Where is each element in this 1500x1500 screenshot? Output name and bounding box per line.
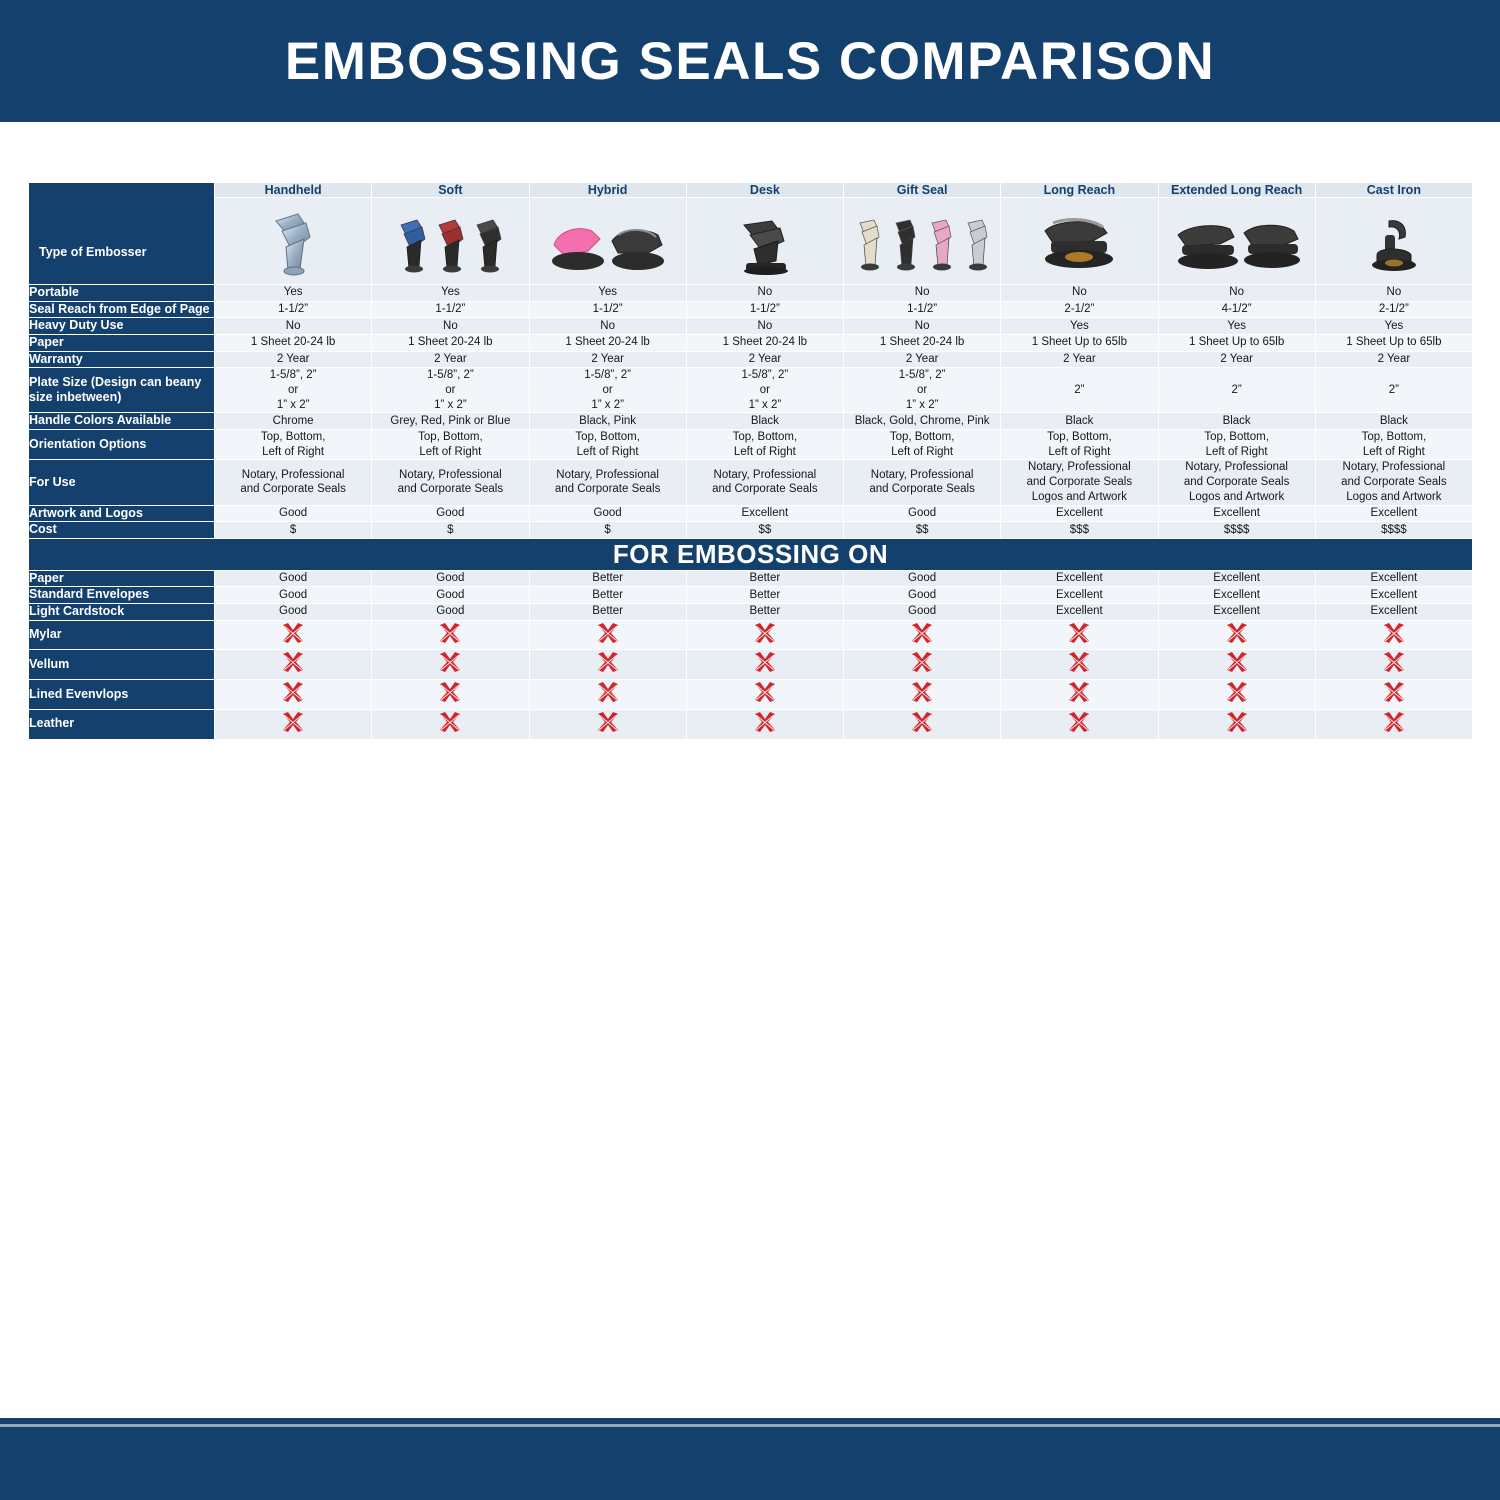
table-cell (215, 709, 372, 739)
table-row (29, 620, 1473, 650)
x-mark-icon (1067, 621, 1091, 645)
row-label-orientation-options: Orientation Options (29, 429, 215, 459)
x-mark-icon (438, 621, 462, 645)
table-cell (529, 680, 686, 710)
table-cell (1001, 709, 1158, 739)
table-cell: 1-1/2” (372, 301, 529, 318)
embosser-image-cell (1001, 198, 1158, 285)
table-cell: 1-1/2” (686, 301, 843, 318)
column-header-cast-iron: Cast Iron (1315, 183, 1472, 198)
table-cell: No (1315, 285, 1472, 302)
x-mark-icon (910, 710, 934, 734)
table-cell: 1-5/8”, 2” or 1” x 2” (215, 368, 372, 413)
table-cell: Notary, Professional and Corporate Seals (844, 460, 1001, 505)
page-footer (0, 1414, 1500, 1500)
table-cell: Black (1315, 413, 1472, 430)
table-cell: Good (372, 587, 529, 604)
table-cell: Black (1001, 413, 1158, 430)
embosser-image-cell (686, 198, 843, 285)
table-cell: Notary, Professional and Corporate Seals (529, 460, 686, 505)
table-cell: Excellent (1158, 604, 1315, 621)
row-label-artwork-and-logos: Artwork and Logos (29, 505, 215, 522)
table-cell: Better (529, 587, 686, 604)
page-title: EMBOSSING SEALS COMPARISON (284, 31, 1216, 91)
table-cell: Excellent (1315, 587, 1472, 604)
table-cell: 2 Year (844, 351, 1001, 368)
column-header-soft: Soft (372, 183, 529, 198)
embosser-image-cell (1158, 198, 1315, 285)
table-cell: No (1158, 285, 1315, 302)
table-cell (1315, 620, 1472, 650)
table-cell (1315, 650, 1472, 680)
table-row (29, 570, 1473, 587)
table-cell: Better (686, 604, 843, 621)
table-cell (372, 680, 529, 710)
table-cell (215, 650, 372, 680)
table-cell: No (372, 318, 529, 335)
table-cell: 2 Year (1315, 351, 1472, 368)
table-cell: Yes (215, 285, 372, 302)
table-cell: 1 Sheet Up to 65lb (1001, 334, 1158, 351)
table-cell: 1-1/2” (844, 301, 1001, 318)
table-cell (1158, 680, 1315, 710)
table-cell: Excellent (1158, 587, 1315, 604)
table-cell (1001, 680, 1158, 710)
table-cell: Yes (1158, 318, 1315, 335)
table-cell: Notary, Professional and Corporate Seals Logos and Artwork (1001, 460, 1158, 505)
row-label-warranty: Warranty (29, 351, 215, 368)
table-cell: 2” (1315, 368, 1472, 413)
row-label-light-cardstock: Light Cardstock (29, 604, 215, 621)
table-cell (372, 620, 529, 650)
table-cell: Excellent (1001, 604, 1158, 621)
table-row (29, 460, 1473, 505)
x-mark-icon (438, 680, 462, 704)
x-mark-icon (281, 650, 305, 674)
table-cell: 2 Year (215, 351, 372, 368)
table-cell: 2” (1158, 368, 1315, 413)
table-cell: Good (372, 604, 529, 621)
table-cell: $$$$ (1315, 522, 1472, 539)
table-cell: Top, Bottom, Left of Right (844, 429, 1001, 459)
table-cell: 2 Year (372, 351, 529, 368)
table-row (29, 413, 1473, 430)
table-cell (529, 620, 686, 650)
row-label-mylar: Mylar (29, 620, 215, 650)
x-mark-icon (438, 710, 462, 734)
embosser-image-cell (215, 198, 372, 285)
table-header-row (29, 183, 1473, 198)
cast-iron-embosser-icon (1363, 215, 1425, 277)
table-cell: Top, Bottom, Left of Right (1001, 429, 1158, 459)
table-row (29, 368, 1473, 413)
table-cell: $ (372, 522, 529, 539)
x-mark-icon (281, 680, 305, 704)
desk-embosser-icon (734, 215, 796, 277)
table-cell: Excellent (1158, 505, 1315, 522)
x-mark-icon (1225, 680, 1249, 704)
table-cell (372, 650, 529, 680)
x-mark-icon (910, 621, 934, 645)
row-label-cost: Cost (29, 522, 215, 539)
x-mark-icon (1382, 680, 1406, 704)
column-header-gift-seal: Gift Seal (844, 183, 1001, 198)
row-label-lined-evenvlops: Lined Evenvlops (29, 680, 215, 710)
table-cell: $ (529, 522, 686, 539)
table-cell: Notary, Professional and Corporate Seals Logos and Artwork (1315, 460, 1472, 505)
table-cell (1315, 709, 1472, 739)
table-cell (1315, 680, 1472, 710)
table-cell: Excellent (1001, 587, 1158, 604)
table-row (29, 650, 1473, 680)
table-cell: 1 Sheet 20-24 lb (844, 334, 1001, 351)
table-cell: Notary, Professional and Corporate Seals (372, 460, 529, 505)
table-cell: Notary, Professional and Corporate Seals (215, 460, 372, 505)
embosser-image-cell (1315, 198, 1472, 285)
x-mark-icon (1067, 680, 1091, 704)
row-label-paper: Paper (29, 570, 215, 587)
table-cell: $$$ (1001, 522, 1158, 539)
table-cell (686, 709, 843, 739)
table-cell: Grey, Red, Pink or Blue (372, 413, 529, 430)
table-row (29, 505, 1473, 522)
table-cell: 1 Sheet 20-24 lb (686, 334, 843, 351)
table-cell: Black (1158, 413, 1315, 430)
table-cell: Notary, Professional and Corporate Seals (686, 460, 843, 505)
table-cell: 1 Sheet 20-24 lb (215, 334, 372, 351)
table-cell: 2-1/2” (1315, 301, 1472, 318)
table-cell: No (686, 285, 843, 302)
table-row (29, 680, 1473, 710)
table-cell: 2 Year (1001, 351, 1158, 368)
table-cell (844, 650, 1001, 680)
table-cell: 2 Year (529, 351, 686, 368)
table-cell: 1-5/8”, 2” or 1” x 2” (844, 368, 1001, 413)
x-mark-icon (910, 650, 934, 674)
x-mark-icon (1225, 710, 1249, 734)
column-header-desk: Desk (686, 183, 843, 198)
table-row (29, 318, 1473, 335)
row-label-seal-reach-from-edge-of-page: Seal Reach from Edge of Page (29, 301, 215, 318)
table-cell: Black, Gold, Chrome, Pink (844, 413, 1001, 430)
table-cell (529, 709, 686, 739)
table-cell (1158, 620, 1315, 650)
table-cell (215, 680, 372, 710)
table-cell: 1 Sheet Up to 65lb (1315, 334, 1472, 351)
x-mark-icon (910, 680, 934, 704)
table-cell: Top, Bottom, Left of Right (686, 429, 843, 459)
table-cell (1158, 650, 1315, 680)
table-cell: $$ (686, 522, 843, 539)
table-cell: Top, Bottom, Left of Right (1315, 429, 1472, 459)
x-mark-icon (1382, 621, 1406, 645)
table-cell (529, 650, 686, 680)
table-cell (844, 620, 1001, 650)
embossing-seals-comparison-table (28, 182, 1473, 740)
x-mark-icon (1382, 650, 1406, 674)
row-label-heavy-duty-use: Heavy Duty Use (29, 318, 215, 335)
table-cell: 2 Year (1158, 351, 1315, 368)
x-mark-icon (1382, 710, 1406, 734)
table-cell (844, 680, 1001, 710)
table-cell (372, 709, 529, 739)
table-cell: Good (844, 604, 1001, 621)
x-mark-icon (1067, 710, 1091, 734)
table-cell: $$$$ (1158, 522, 1315, 539)
section-band-row (29, 538, 1473, 570)
table-cell: Good (215, 505, 372, 522)
table-cell: Excellent (1315, 505, 1472, 522)
x-mark-icon (596, 710, 620, 734)
table-cell: 2-1/2” (1001, 301, 1158, 318)
row-label-portable: Portable (29, 285, 215, 302)
x-mark-icon (281, 621, 305, 645)
table-cell: Black, Pink (529, 413, 686, 430)
table-cell: Good (844, 505, 1001, 522)
x-mark-icon (596, 621, 620, 645)
table-cell: 4-1/2” (1158, 301, 1315, 318)
x-mark-icon (596, 680, 620, 704)
table-cell: 2” (1001, 368, 1158, 413)
table-cell: Black (686, 413, 843, 430)
table-row (29, 709, 1473, 739)
soft-embosser-icon (372, 205, 528, 277)
table-cell: No (215, 318, 372, 335)
row-label-handle-colors-available: Handle Colors Available (29, 413, 215, 430)
table-cell: 2 Year (686, 351, 843, 368)
row-label-leather: Leather (29, 709, 215, 739)
column-header-hybrid: Hybrid (529, 183, 686, 198)
table-cell: Good (372, 570, 529, 587)
table-row (29, 285, 1473, 302)
table-cell: $ (215, 522, 372, 539)
row-label-plate-size-design-can-beany-size-inbetween: Plate Size (Design can beany size inbetween) (29, 368, 215, 413)
table-cell: Better (686, 587, 843, 604)
table-cell: No (529, 318, 686, 335)
x-mark-icon (1225, 650, 1249, 674)
x-mark-icon (438, 650, 462, 674)
table-row (29, 522, 1473, 539)
table-cell: 1-1/2” (215, 301, 372, 318)
table-cell (1158, 709, 1315, 739)
x-mark-icon (753, 680, 777, 704)
table-cell: 1 Sheet 20-24 lb (372, 334, 529, 351)
table-cell: Good (529, 505, 686, 522)
table-cell: 1-5/8”, 2” or 1” x 2” (686, 368, 843, 413)
table-cell (686, 620, 843, 650)
x-mark-icon (753, 621, 777, 645)
column-header-extended-long-reach: Extended Long Reach (1158, 183, 1315, 198)
table-cell: Better (529, 604, 686, 621)
table-cell: Excellent (1315, 604, 1472, 621)
table-cell: Excellent (686, 505, 843, 522)
embosser-image-cell (844, 198, 1001, 285)
x-mark-icon (753, 710, 777, 734)
table-cell: 1-5/8”, 2” or 1” x 2” (529, 368, 686, 413)
section-band-for-embossing-on: FOR EMBOSSING ON (29, 538, 1473, 570)
table-cell: No (686, 318, 843, 335)
x-mark-icon (753, 650, 777, 674)
table-cell (215, 620, 372, 650)
table-cell: Excellent (1001, 570, 1158, 587)
table-cell: Better (529, 570, 686, 587)
embosser-image-cell (529, 198, 686, 285)
table-cell: Good (215, 570, 372, 587)
column-header-handheld: Handheld (215, 183, 372, 198)
table-cell: Yes (1001, 318, 1158, 335)
row-label-for-use: For Use (29, 460, 215, 505)
table-cell: Top, Bottom, Left of Right (215, 429, 372, 459)
hybrid-embosser-icon (548, 221, 668, 277)
table-cell (686, 650, 843, 680)
embosser-image-row (29, 198, 1473, 285)
table-row (29, 429, 1473, 459)
table-cell: Better (686, 570, 843, 587)
row-label-paper: Paper (29, 334, 215, 351)
table-row (29, 334, 1473, 351)
x-mark-icon (1225, 621, 1249, 645)
extended-long-reach-embosser-icon (1172, 217, 1302, 277)
table-cell: Chrome (215, 413, 372, 430)
table-row (29, 604, 1473, 621)
table-row (29, 351, 1473, 368)
column-header-long-reach: Long Reach (1001, 183, 1158, 198)
table-row (29, 587, 1473, 604)
table-cell: Excellent (1158, 570, 1315, 587)
table-cell: Excellent (1001, 505, 1158, 522)
table-cell: Good (844, 587, 1001, 604)
table-cell: No (844, 318, 1001, 335)
handheld-embosser-icon (264, 211, 322, 277)
table-cell: Yes (1315, 318, 1472, 335)
table-cell (686, 680, 843, 710)
table-cell: 1 Sheet Up to 65lb (1158, 334, 1315, 351)
table-cell: Top, Bottom, Left of Right (529, 429, 686, 459)
footer-divider (0, 1424, 1500, 1427)
row-label-vellum: Vellum (29, 650, 215, 680)
x-mark-icon (1067, 650, 1091, 674)
table-cell (1001, 620, 1158, 650)
table-row (29, 301, 1473, 318)
table-cell: Good (844, 570, 1001, 587)
gift-seal-embosser-icon (844, 205, 1000, 277)
row-label-standard-envelopes: Standard Envelopes (29, 587, 215, 604)
table-cell: Top, Bottom, Left of Right (372, 429, 529, 459)
table-cell: 1-5/8”, 2” or 1” x 2” (372, 368, 529, 413)
table-cell (844, 709, 1001, 739)
x-mark-icon (281, 710, 305, 734)
table-cell: Good (215, 604, 372, 621)
table-cell: $$ (844, 522, 1001, 539)
table-cell: Top, Bottom, Left of Right (1158, 429, 1315, 459)
table-cell: No (844, 285, 1001, 302)
comparison-table-wrapper (28, 182, 1472, 740)
table-cell: Notary, Professional and Corporate Seals Logos and Artwork (1158, 460, 1315, 505)
table-cell: Good (215, 587, 372, 604)
table-cell: 1-1/2” (529, 301, 686, 318)
table-cell: Good (372, 505, 529, 522)
table-cell: No (1001, 285, 1158, 302)
table-cell (1001, 650, 1158, 680)
page-header (0, 0, 1500, 126)
table-cell: Yes (529, 285, 686, 302)
long-reach-embosser-icon (1033, 215, 1125, 277)
table-cell: Excellent (1315, 570, 1472, 587)
embosser-image-cell (372, 198, 529, 285)
table-cell: Yes (372, 285, 529, 302)
table-cell: 1 Sheet 20-24 lb (529, 334, 686, 351)
x-mark-icon (596, 650, 620, 674)
row-label-type-of-embosser: Type of Embosser (29, 183, 215, 285)
